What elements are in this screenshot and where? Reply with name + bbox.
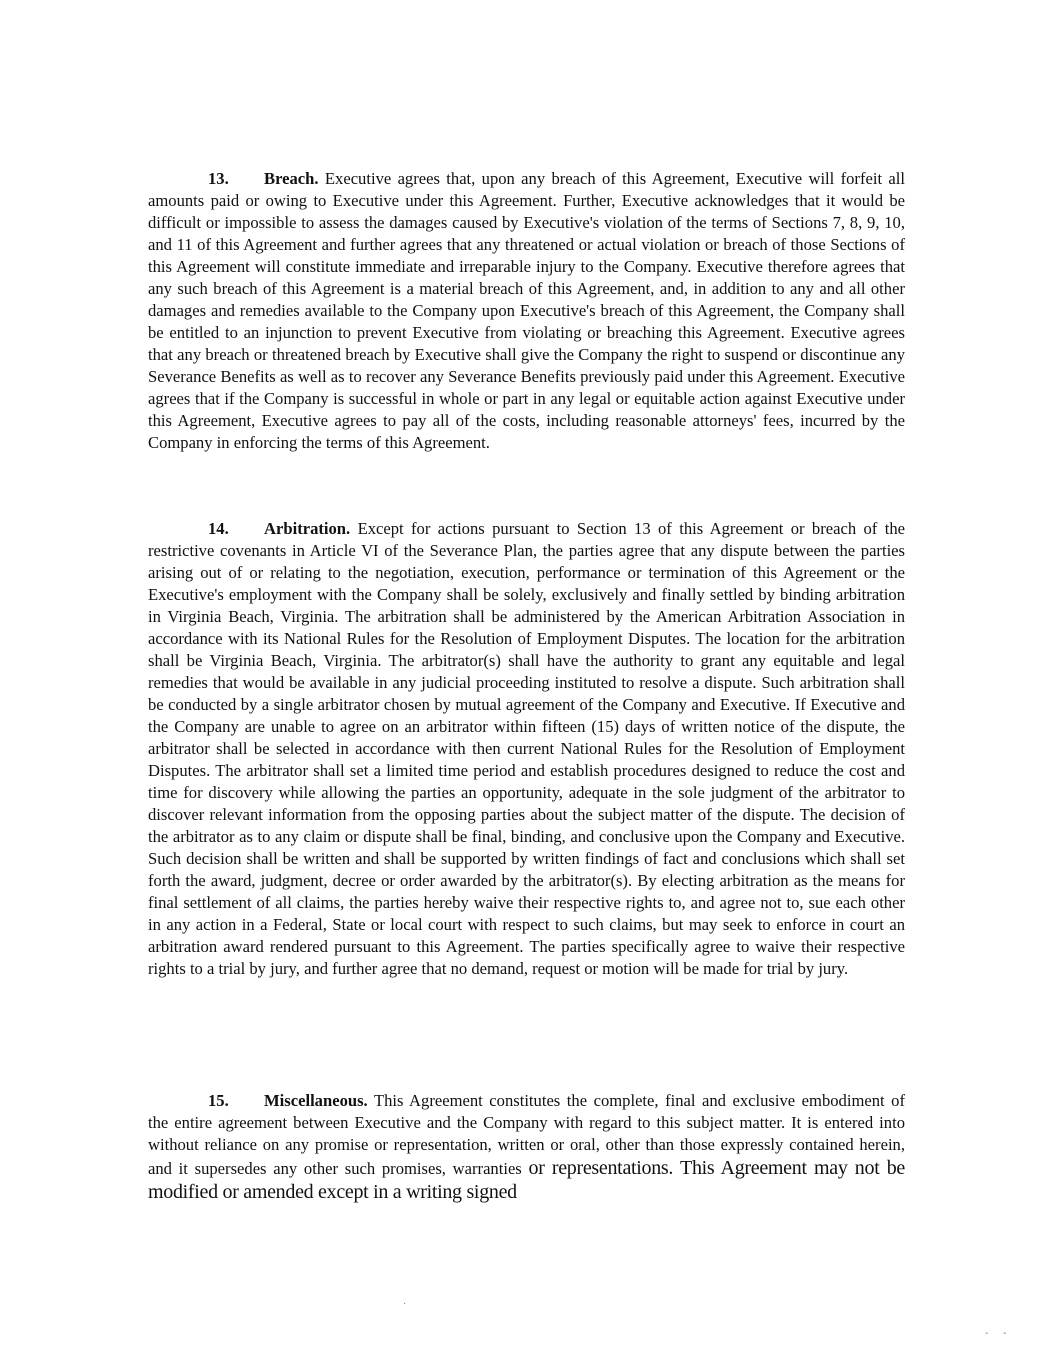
section-15-miscellaneous <box>148 1090 905 1204</box>
section-15-heading: Miscellaneous. <box>264 1091 368 1110</box>
section-14-arbitration <box>148 518 905 980</box>
section-14-paragraph <box>148 518 905 980</box>
section-15-body: This Agreement constitutes the complete, final and exclusive embodiment of the entire agreement between Executive and the Company with regard to this subject matter. It is entered into without reliance on any promise or representation, written or oral, other than those expressly contained herein, and it supersedes any other such promises, warranties <box>148 1091 905 1178</box>
section-14-heading: Arbitration. <box>264 519 351 538</box>
section-13-body: Executive agrees that, upon any breach of this Agreement, Executive will forfeit all amounts paid or owing to Executive under this Agreement. Further, Executive acknowledges that it would be difficult or impossible to assess the damages caused by Executive's violation of the terms of Sections 7, 8, 9, 10, and 11 of this Agreement and further agrees that any threatened or actual violation or breach of those Sections of this Agreement will constitute immediate and irreparable injury to the Company. Executive therefore agrees that any such breach of this Agreement is a material breach of this Agreement, and, in addition to any and all other damages and remedies available to the Company upon Executive's breach of this Agreement, the Company shall be entitled to an injunction to prevent Executive from violating or breaching this Agreement. Executive agrees that any breach or threatened breach by Executive shall give the Company the right to suspend or discontinue any Severance Benefits as well as to recover any Severance Benefits previously paid under this Agreement. Executive agrees that if the Company is successful in whole or part in any legal or equitable action against Executive under this Agreement, Executive agrees to pay all of the costs, including reasonable attorneys' fees, incurred by the Company in enforcing the terms of this Agreement. <box>148 169 905 452</box>
section-13-heading: Breach. <box>264 169 319 188</box>
section-14-body: Except for actions pursuant to Section 13 of this Agreement or breach of the restrictive covenants in Article VI of the Severance Plan, the parties agree that any dispute between the parties arising out of or relating to the negotiation, execution, performance or termination of this Agreement or the Executive's employment with the Company shall be solely, exclusively and finally settled by binding arbitration in Virginia Beach, Virginia. The arbitration shall be administered by the American Arbitration Association in accordance with its National Rules for the Resolution of Employment Disputes. The location for the arbitration shall be Virginia Beach, Virginia. The arbitrator(s) shall have the authority to grant any equitable and legal remedies that would be available in any judicial proceeding instituted to resolve a dispute. Such arbitration shall be conducted by a single arbitrator chosen by mutual agreement of the Company and Executive. If Executive and the Company are unable to agree on an arbitrator within fifteen (15) days of written notice of the dispute, the arbitrator shall be selected in accordance with then current National Rules for the Resolution of Employment Disputes. The arbitrator shall set a limited time period and establish procedures designed to reduce the cost and time for discovery while allowing the parties an opportunity, adequate in the sole judgment of the arbitrator to discover relevant information from the opposing parties about the subject matter of the dispute. The decision of the arbitrator as to any claim or dispute shall be final, binding, and conclusive upon the Company and Executive. Such decision shall be written and shall be supported by written findings of fact and conclusions which shall set forth the award, judgment, decree or order awarded by the arbitrator(s). By electing arbitration as the means for final settlement of all claims, the parties hereby waive their respective rights to, and agree not to, sue each other in any action in a Federal, State or local court with respect to such claims, but may seek to enforce in court an arbitration award rendered pursuant to this Agreement. The parties specifically agree to waive their respective rights to a trial by jury, and further agree that no demand, request or motion will be made for trial by jury. <box>148 519 905 978</box>
section-15-body-last-line: or representations. This Agreement may not be modified or amended except in a writing signed <box>148 1157 905 1203</box>
section-13-number: 13. <box>208 169 229 188</box>
section-15-number: 15. <box>208 1091 229 1110</box>
section-15-paragraph <box>148 1090 905 1204</box>
section-13-paragraph <box>148 168 905 454</box>
section-14-number: 14. <box>208 519 229 538</box>
scan-mark-center: · <box>403 1298 407 1309</box>
section-13-breach <box>148 168 905 454</box>
scan-mark-right: - - <box>985 1328 1013 1339</box>
